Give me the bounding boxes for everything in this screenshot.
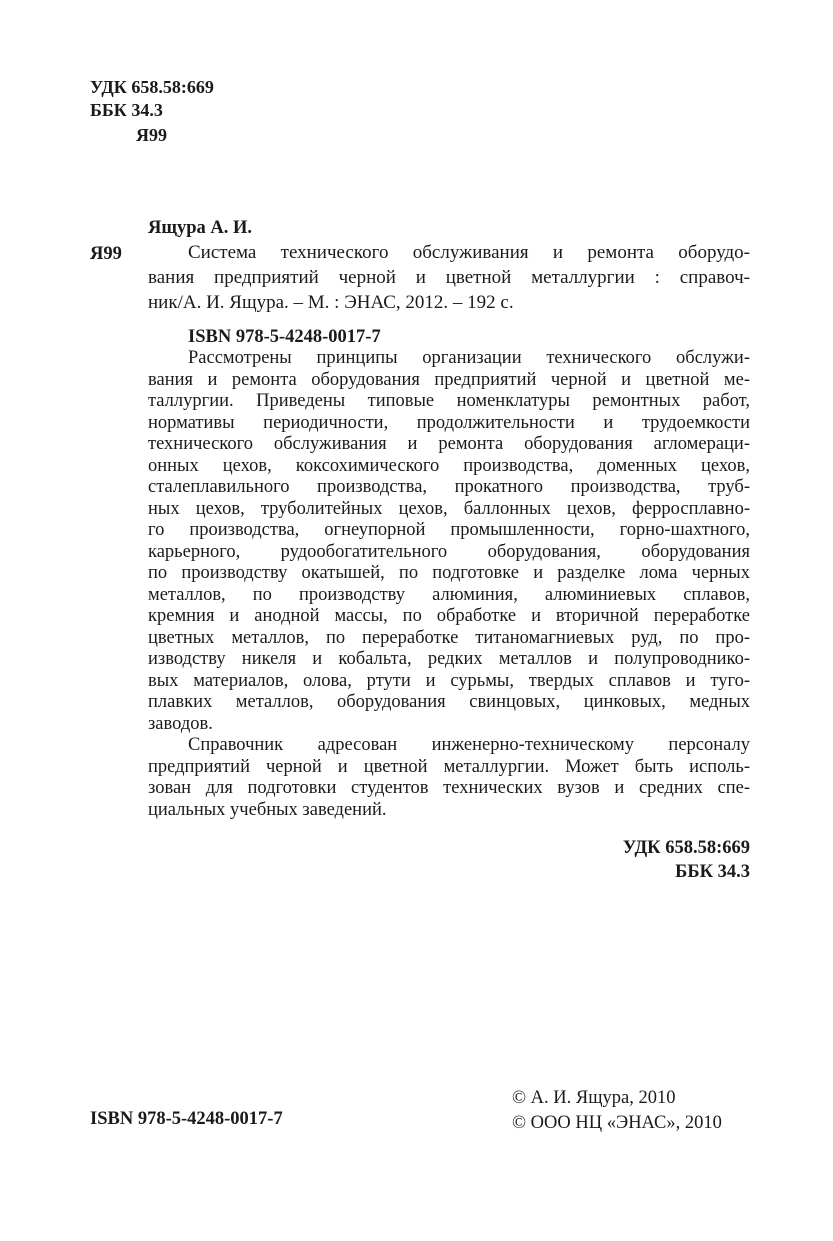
- abstract-line: технического обслуживания и ремонта оборудования агломераци-: [148, 434, 750, 454]
- abstract-line: таллургии. Приведены типовые номенклатуры ремонтных работ,: [148, 391, 750, 411]
- abstract-line: изводству никеля и кобальта, редких металлов и полупроводнико-: [148, 649, 750, 669]
- title-line: ник/А. И. Ящура. – М. : ЭНАС, 2012. – 192 с.: [148, 292, 514, 313]
- abstract-line: Справочник адресован инженерно-техническому персоналу: [188, 735, 750, 755]
- abstract-line: плавких металлов, оборудования свинцовых, цинковых, медных: [148, 692, 750, 712]
- abstract-line: циальных учебных заведений.: [148, 799, 387, 820]
- title-line: вания предприятий черной и цветной металлургии : справоч-: [148, 267, 750, 288]
- copyright-author: © А. И. Ящура, 2010: [512, 1088, 676, 1108]
- abstract-line: металлов, по производству алюминия, алюминиевых сплавов,: [148, 584, 750, 605]
- abstract-line: Рассмотрены принципы организации технического обслужи-: [188, 348, 750, 368]
- abstract-line: го производства, огнеупорной промышленности, горно-шахтного,: [148, 520, 750, 540]
- abstract-line: кремния и анодной массы, по обработке и вторичной переработке: [148, 606, 750, 626]
- abstract-line: заводов.: [148, 713, 213, 734]
- abstract-line: вания и ремонта оборудования предприятий черной и цветной ме-: [148, 369, 750, 390]
- abstract: [148, 348, 750, 821]
- copyright-block: [512, 1086, 722, 1136]
- classification-codes: [623, 836, 750, 884]
- abstract-line: нормативы периодичности, продолжительности и трудоемкости: [148, 412, 750, 433]
- isbn-footer: ISBN 978-5-4248-0017-7: [90, 1109, 283, 1129]
- abstract-line: онных цехов, коксохимического производства, доменных цехов,: [148, 455, 750, 476]
- abstract-line: ных цехов, труболитейных цехов, баллонных цехов, ферросплавно-: [148, 498, 750, 519]
- header-udk: УДК 658.58:669: [90, 77, 214, 97]
- abstract-line: вых материалов, олова, ртути и сурьмы, твердых сплавов и туго-: [148, 670, 750, 691]
- abstract-line: зован для подготовки студентов технических вузов и средних спе-: [148, 778, 750, 798]
- abstract-line: сталеплавильного производства, прокатного производства, труб-: [148, 477, 750, 497]
- classification-bbk: ББК 34.3: [675, 862, 750, 882]
- abstract-line: по производству окатышей, по подготовке и разделке лома черных: [148, 563, 750, 583]
- abstract-line: цветных металлов, по переработке титаномагниевых руд, по про-: [148, 627, 750, 648]
- abstract-line: карьерного, рудообогатительного оборудования, оборудования: [148, 541, 750, 562]
- entry-code: Я99: [90, 244, 122, 264]
- header-bbk: ББК 34.3: [90, 100, 163, 120]
- copyright-publisher: © ООО НЦ «ЭНАС», 2010: [512, 1113, 722, 1133]
- header-code: Я99: [136, 125, 167, 145]
- title-entry: [148, 240, 750, 315]
- author-name: Ящура А. И.: [148, 218, 253, 238]
- title-line: Система технического обслуживания и ремонта оборудо-: [188, 242, 750, 263]
- classification-udk: УДК 658.58:669: [622, 838, 750, 858]
- isbn-main: ISBN 978-5-4248-0017-7: [188, 327, 381, 347]
- abstract-line: предприятий черной и цветной металлургии. Может быть исполь-: [148, 756, 750, 777]
